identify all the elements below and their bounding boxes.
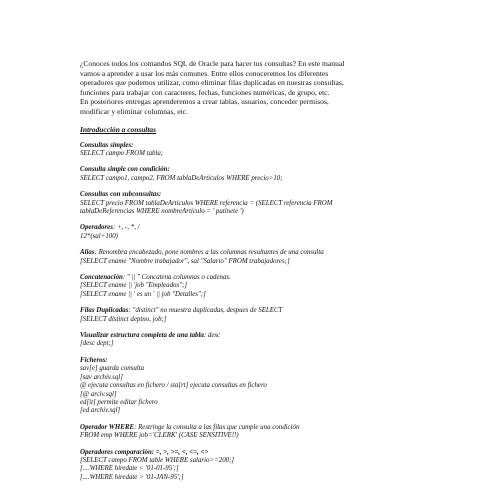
block-line: [....WHERE hiredate < '01-01-95';] bbox=[80, 465, 179, 473]
block-line: [SELECT ename "Nombre trabajador", sal "Salario" FROM trabajadores;] bbox=[80, 257, 290, 265]
block-line: [SELECT campo FROM table WHERE salario>=200;] bbox=[80, 456, 235, 464]
block-operadores bbox=[80, 224, 425, 241]
block-line: [SELECT ename || ' es un ' || job "Detalles";] bbox=[80, 290, 206, 298]
block-heading: Alias bbox=[80, 249, 95, 257]
intro-line: ¿Conoces todos los comandos SQL de Oracle para hacer tus consultas? En este manual bbox=[80, 59, 345, 68]
block-line: SELECT campo FROM tabla; bbox=[80, 149, 164, 157]
block-heading-rest: : desc bbox=[203, 332, 221, 340]
block-heading: Visualizar estructura completa de una tabla bbox=[80, 332, 204, 340]
block-line: [....WHERE hiredate > '01-JAN-95';] bbox=[80, 473, 184, 481]
block-ficheros bbox=[80, 357, 425, 416]
block-line: [SELECT ename || 'job "Empleados";] bbox=[80, 282, 188, 290]
block-line: SELECT precio FROM tablaDeArticulos WHERE referencia = (SELECT referencia FROM bbox=[80, 199, 333, 207]
intro-line: modificar y eliminar columnas, etc. bbox=[80, 106, 188, 116]
block-line: [desc dept;] bbox=[80, 340, 114, 348]
block-heading-line bbox=[80, 424, 425, 432]
block-heading: Ficheros: bbox=[80, 356, 108, 364]
block-subconsultas bbox=[80, 191, 425, 216]
block-line: 12*(sal+100) bbox=[80, 232, 118, 240]
block-line: ed[it] permite editar fichero bbox=[80, 398, 158, 406]
block-filas-duplicadas bbox=[80, 307, 425, 324]
block-operadores-comparacion bbox=[80, 449, 425, 483]
block-heading-rest: : +, -, *, / bbox=[112, 224, 140, 232]
block-heading-rest: : " || " Concatena columnas o cadenas. bbox=[122, 274, 231, 282]
block-line: SELECT campo1, campo2, FROM tablaDeArticulos WHERE precio>10; bbox=[80, 174, 283, 182]
document-page bbox=[80, 59, 425, 482]
block-alias bbox=[80, 249, 425, 266]
block-heading: Operadores bbox=[80, 224, 113, 232]
intro-line: vamos a aprender a usar los más comunes. Entre ellos conoceremos los diferentes bbox=[80, 68, 329, 78]
block-operador-where bbox=[80, 424, 425, 441]
block-line: FROM emp WHERE job='CLERK' (CASE SENSITIVE!!) bbox=[80, 432, 239, 440]
block-heading: Consulta simple con condición: bbox=[80, 166, 170, 174]
block-concatenacion bbox=[80, 274, 425, 299]
block-heading: Operador WHERE bbox=[80, 423, 135, 431]
block-consultas-simples bbox=[80, 142, 425, 159]
block-heading-rest: : Renombra encabezado, pone nombres a las columnas resultantes de una consulta bbox=[94, 249, 324, 257]
block-heading-line bbox=[80, 332, 425, 340]
block-heading: Concatenación bbox=[80, 274, 123, 282]
intro-paragraph bbox=[80, 59, 425, 117]
block-line: [sav archiv.sql] bbox=[80, 373, 123, 381]
block-heading-rest: : Restringe la consulta a las filas que cumple una condición bbox=[134, 423, 300, 431]
block-heading-rest: : "distinct" no muestra duplicadas, despues de SELECT bbox=[128, 307, 283, 315]
block-heading: Filas Duplicadas bbox=[80, 307, 129, 315]
section-title: Introducción a consultas bbox=[80, 124, 156, 134]
block-line: @ ejecuta consultas en fichero / sta[rt] ejecuta consultas en fichero bbox=[80, 382, 267, 390]
block-heading-line bbox=[80, 274, 425, 282]
block-heading-line bbox=[80, 307, 425, 315]
block-consulta-condicion bbox=[80, 166, 425, 183]
intro-line: operadores que podemos utilizar, como eliminar filas duplicadas en nuestras consultas, bbox=[80, 78, 344, 88]
block-heading: Consultas con subconsultas: bbox=[80, 191, 162, 199]
block-visualizar-estructura bbox=[80, 332, 425, 349]
block-line: tablaDeReferencias WHERE nombreArticulo = ' patinete ') bbox=[80, 208, 244, 215]
block-line: sav[e] guarda consulta bbox=[80, 365, 145, 373]
block-line: [ed archiv.sql] bbox=[80, 407, 121, 415]
block-heading: Consultas simples: bbox=[80, 141, 134, 149]
block-heading: Operadores comparación: =, >, >=, <, <=, <> bbox=[80, 448, 209, 456]
block-line: [SELECT distinct deptno, job;] bbox=[80, 315, 167, 323]
block-line: [@ arciv.sql] bbox=[80, 390, 117, 398]
block-heading-line bbox=[80, 249, 425, 257]
intro-line: En posteriores entregas aprenderemos a crear tablas, usuarios, conceder permisos, bbox=[80, 97, 329, 107]
intro-line: funciones para trabajar con caracteres, fechas, funciones numéricas, de grupo, etc. bbox=[80, 87, 330, 97]
block-heading-line bbox=[80, 224, 425, 232]
